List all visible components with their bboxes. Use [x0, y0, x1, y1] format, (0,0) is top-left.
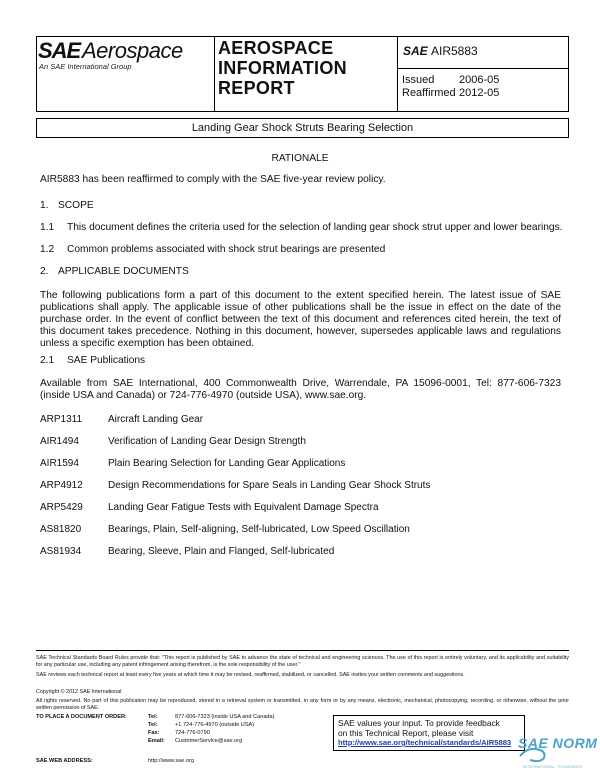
- reference-code: AS81934: [40, 546, 82, 557]
- watermark-swirl-icon: [518, 744, 548, 764]
- footer-rule: [36, 650, 569, 651]
- document-number: AIR5883: [431, 44, 478, 58]
- reference-code: ARP1311: [40, 414, 83, 425]
- feedback-line: on this Technical Report, please visit: [338, 728, 474, 738]
- footer-copyright: Copyright © 2012 SAE International: [36, 689, 122, 695]
- order-label: TO PLACE A DOCUMENT ORDER:: [36, 714, 127, 720]
- reference-title: Plain Bearing Selection for Landing Gear Applications: [108, 458, 346, 469]
- section-number: 2.: [40, 266, 49, 277]
- sub-heading-sae-publications: SAE Publications: [67, 355, 146, 366]
- reference-title: Landing Gear Fatigue Tests with Equivalent Damage Spectra: [108, 502, 379, 513]
- sae-mark: SAE: [403, 44, 428, 58]
- contact-value: 724-776-0790: [175, 730, 210, 736]
- web-address-link[interactable]: http://www.sae.org: [148, 758, 195, 764]
- section-heading-applicable: APPLICABLE DOCUMENTS: [58, 266, 189, 277]
- header-divider: [397, 68, 569, 69]
- contact-value: +1 724-776-4970 (outside USA): [175, 722, 255, 728]
- footer-review-text: SAE reviews each technical report at least every five years at which time it may be revised, reaffirmed, stabilized, or cancelled. SAE invites your written comments and suggestions.: [36, 672, 465, 678]
- reference-title: Bearings, Plain, Self-aligning, Self-lubricated, Low Speed Oscillation: [108, 524, 410, 535]
- footer-rights-text: All rights reserved. No part of this publication may be reproduced, stored in a retrieval system or transmitted, in any form or by any means, electronic, mechanical, photocopying, recording, or otherwise, without the prior written permission of SAE.: [36, 698, 569, 711]
- contact-email[interactable]: CustomerService@sae.org: [175, 738, 243, 744]
- header-divider: [397, 36, 398, 112]
- reference-code: ARP4912: [40, 480, 83, 491]
- feedback-box: [333, 715, 525, 751]
- rationale-heading: RATIONALE: [271, 153, 329, 164]
- contact-key: Tel:: [148, 722, 158, 728]
- section-heading-scope: SCOPE: [58, 200, 94, 211]
- availability-text: Available from SAE International, 400 Commonwealth Drive, Warrendale, PA 15096-0001, Tel: 877-606-7323 (inside USA and Canada) or 724-776-4970 (outside USA), www.sae.org.: [40, 378, 561, 401]
- document-type: AEROSPACE INFORMATION REPORT: [218, 38, 347, 98]
- watermark-subtext: INTERNATIONAL · STANDARDS: [523, 764, 583, 769]
- reference-code: AIR1494: [40, 436, 79, 447]
- reference-title: Verification of Landing Gear Design Strength: [108, 436, 306, 447]
- rationale-text: AIR5883 has been reaffirmed to comply with the SAE five-year review policy.: [40, 174, 386, 185]
- footer-rules-text: SAE Technical Standards Board Rules provide that: "This report is published by SAE to advance the state of technical and engineering sciences. The use of this report is entirely voluntary, and its applicability and suitability for any particular use, including any patent infringement arising therefrom, is the sole responsibility of the user.": [36, 655, 569, 668]
- reference-title: Aircraft Landing Gear: [108, 414, 204, 425]
- sae-logo-aerospace: Aerospace: [82, 38, 183, 63]
- applicable-paragraph: The following publications form a part of this document to the extent specified herein. The latest issue of SAE publications shall apply. The applicable issue of other publications shall be the issue in effect on the date of the purchase order. In the event of conflict between the text of this document and references cited herein, the text of this document takes precedence. Nothing in this document, however, supersedes applicable laws and regulations unless a specific exemption has been obtained.: [40, 290, 561, 349]
- reference-title: Bearing, Sleeve, Plain and Flanged, Self-lubricated: [108, 546, 335, 557]
- contact-value: 877-606-7323 (inside USA and Canada): [175, 714, 275, 720]
- section-number: 1.: [40, 200, 49, 211]
- web-label: SAE WEB ADDRESS:: [36, 758, 93, 764]
- header-divider: [214, 36, 215, 112]
- reference-code: ARP5429: [40, 502, 83, 513]
- scope-item-text: Common problems associated with shock strut bearings are presented: [67, 244, 386, 255]
- feedback-link[interactable]: http://www.sae.org/technical/standards/AIR5883: [338, 738, 512, 747]
- document-title: Landing Gear Shock Struts Bearing Selection: [36, 118, 569, 138]
- watermark-text: SAE NORM: [518, 735, 598, 751]
- item-number: 1.2: [40, 244, 55, 255]
- scope-item-text: This document defines the criteria used for the selection of landing gear shock strut upper and lower bearings.: [67, 222, 563, 233]
- contact-key: Fax:: [148, 730, 160, 736]
- reference-code: AS81820: [40, 524, 82, 535]
- feedback-line: SAE values your input. To provide feedback: [338, 718, 500, 728]
- reference-title: Design Recommendations for Spare Seals in Landing Gear Shock Struts: [108, 480, 431, 491]
- sae-logo: SAE: [38, 38, 81, 63]
- contact-key: Tel:: [148, 714, 158, 720]
- logo-subtitle: An SAE International Group: [39, 62, 132, 71]
- reference-code: AIR1594: [40, 458, 79, 469]
- item-number: 2.1: [40, 355, 55, 366]
- item-number: 1.1: [40, 222, 55, 233]
- contact-key: Email:: [148, 738, 165, 744]
